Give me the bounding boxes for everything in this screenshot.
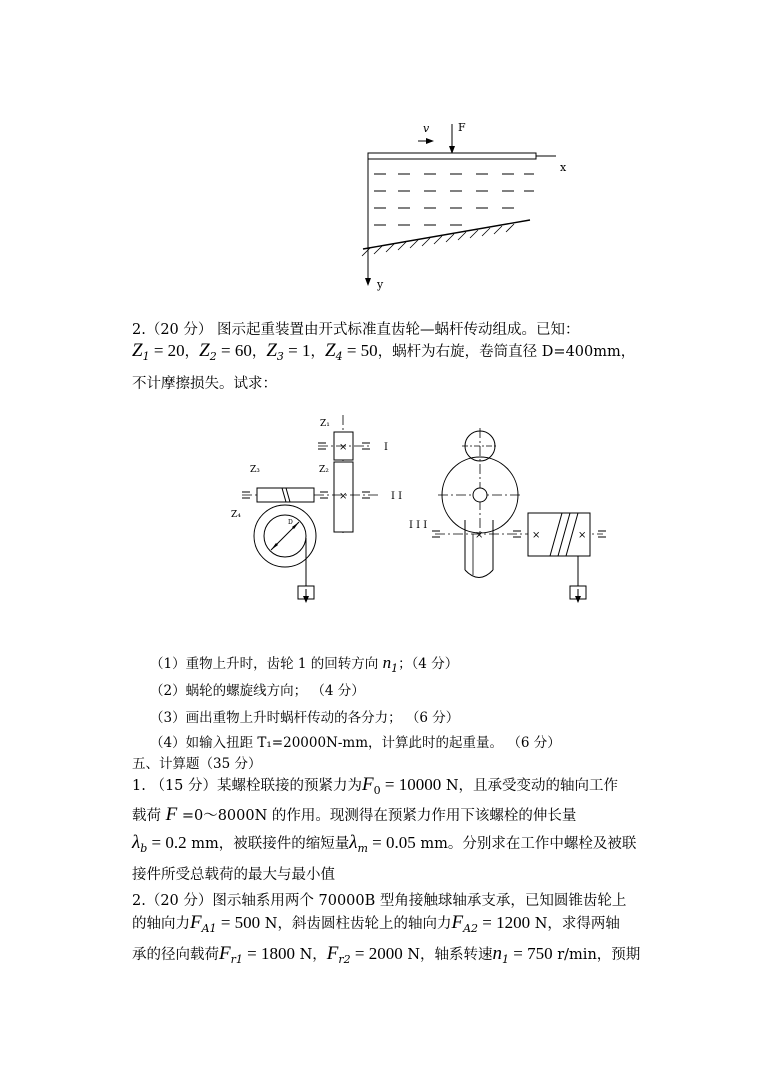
svg-text:×: × [339, 491, 348, 502]
moving-plate [368, 153, 536, 159]
svg-text:×: × [578, 530, 587, 541]
label-v: v [423, 122, 430, 135]
svg-text:×: × [339, 442, 348, 453]
label-x: x [560, 161, 567, 174]
label-Z3: Z₃ [250, 465, 260, 475]
ground-line [363, 220, 530, 249]
label-y: y [377, 278, 384, 291]
label-Z2: Z₂ [319, 465, 329, 475]
q2-item-2: （2）蜗轮的螺旋线方向； （4 分） [150, 683, 365, 699]
label-Z1: Z₁ [320, 419, 330, 429]
label-shaft-II: I I [391, 491, 403, 502]
label-F: F [458, 121, 466, 134]
p2-line2: 的轴向力$F_{A1} = 500$ N，斜齿圆柱齿轮上的轴向力$F_{A2} = 1200$ N，求得两轴 [132, 912, 620, 935]
p1-line4: 接件所受总载荷的最大与最小值 [132, 867, 335, 883]
label-shaft-III: I I I [409, 520, 428, 531]
p2-line3: 承的径向载荷$F_{r1} = 1800$ N，$F_{r2} = 2000$ N，轴系转速$n_1 = 750$ r/min，预期 [132, 943, 641, 966]
q2-item-4: （4）如输入扭距 T₁=20000N-mm，计算此时的起重量。 （6 分） [150, 735, 561, 751]
svg-text:×: × [475, 530, 484, 541]
q2-header: 2.（20 分） 图示起重装置由开式标准直齿轮—蜗杆传动组成。已知： [132, 322, 580, 338]
q2-given: $Z_1 = 20$，$Z_2 = 60$，$Z_3 = 1$，$Z_4 = 50$，蜗杆为右旋，卷筒直径 D=400mm， [132, 340, 636, 363]
p2-line1: 2.（20 分）图示轴系用两个 70000B 型角接触球轴承支承，已知圆锥齿轮上 [132, 893, 627, 909]
q2-item-3: （3）画出重物上升时蜗杆传动的各分力； （6 分） [150, 710, 460, 726]
fluid-dashes [374, 174, 534, 225]
p1-line1: 1. （15 分）某螺栓联接的预紧力为$F_0 = 10000$ N，且承受变动的轴向工作 [132, 774, 619, 797]
q2-line3: 不计摩擦损失。试求： [132, 376, 277, 392]
ground-hatch [362, 224, 514, 256]
p1-line2: 载荷 F =0～8000N 的作用。现测得在预紧力作用下该螺栓的伸长量 [132, 804, 577, 825]
svg-text:×: × [532, 530, 541, 541]
q2-item-1: （1）重物上升时，齿轮 1 的回转方向 $n_1$；（4 分） [150, 653, 459, 675]
figure-plate-flow [0, 0, 761, 300]
label-D: D [288, 519, 293, 526]
label-Z4: Z₄ [231, 510, 241, 520]
p1-line3: $\lambda_b = 0.2$ mm，被联接件的缩短量$\lambda_m = 0.05$ mm。分别求在工作中螺栓及被联 [132, 832, 637, 855]
label-shaft-I: I [384, 442, 388, 453]
section-title: 五、计算题（35 分） [132, 756, 262, 772]
figure-hoist-mechanism [0, 410, 761, 640]
